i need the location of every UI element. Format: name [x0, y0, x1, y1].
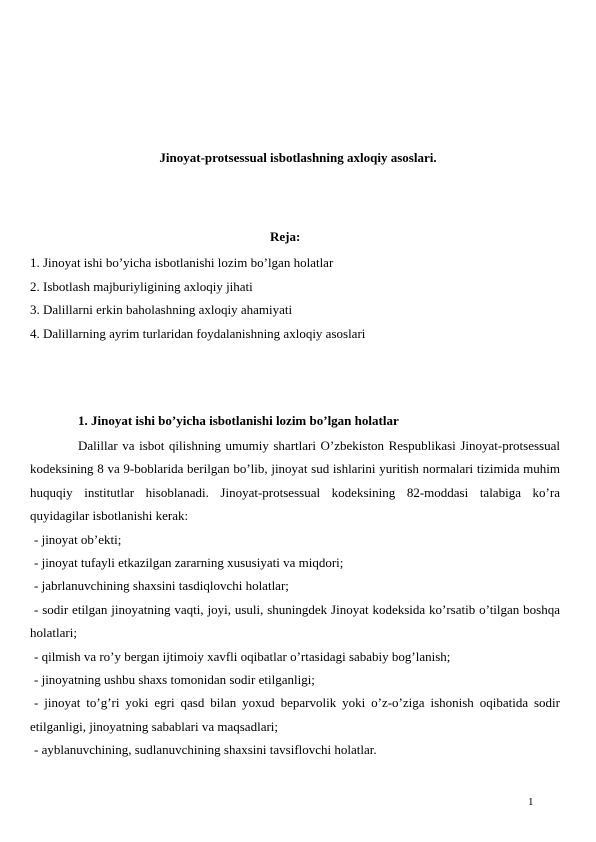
document-title: Jinoyat-protsessual isbotlashning axloqiy asoslari.: [159, 150, 437, 165]
plan-item: 4. Dalillarning ayrim turlaridan foydalanishning axloqiy asoslari: [30, 325, 366, 341]
section-body: [30, 434, 560, 762]
plan-item: 2. Isbotlash majburiyligining axloqiy jihati: [30, 278, 253, 294]
intro-paragraph: Dalillar va isbot qilishning umumiy shartlari O’zbekiston Respublikasi Jinoyat-protsessual kodeksining 8 va 9-boblarida berilgan bo’lib, jinoyat sud ishlarini yuritish normalari tizimida muhim huquqiy institutlar hisoblanadi. Jinoyat-protsessual kodeksining 82-moddasi talabiga ko’ra quyidagilar isbotlanishi kerak:: [30, 438, 560, 524]
bullet-item: - jinoyat tufayli etkazilgan zararning xususiyati va miqdori;: [34, 555, 344, 571]
page-number: 1: [528, 796, 534, 808]
plan-heading: Reja:: [270, 229, 301, 244]
bullet-item: - sodir etilgan jinoyatning vaqti, joyi, usuli, shuningdek Jinoyat kodeksida ko’rsatib o’tilgan boshqa holatlari;: [30, 601, 560, 641]
bullet-item: - qilmish va ro’y bergan ijtimoiy xavfli oqibatlar o’rtasidagi sababiy bog’lanish;: [34, 648, 451, 664]
bullet-item: - jinoyatning ushbu shaxs tomonidan sodir etilganligi;: [34, 672, 315, 688]
plan-item: 1. Jinoyat ishi bo’yicha isbotlanishi lozim bo’lgan holatlar: [30, 255, 334, 270]
bullet-item: - jabrlanuvchining shaxsini tasdiqlovchi holatlar;: [34, 578, 289, 594]
section-heading: 1. Jinoyat ishi bo’yicha isbotlanishi lozim bo’lgan holatlar: [78, 413, 399, 428]
plan-item: 3. Dalillarni erkin baholashning axloqiy ahamiyati: [30, 302, 293, 317]
plan-list: [30, 251, 365, 345]
bullet-item: - ayblanuvchining, sudlanuvchining shaxsini tavsiflovchi holatlar.: [34, 742, 377, 758]
bullet-item: - jinoyat to’g’ri yoki egri qasd bilan yoxud beparvolik yoki o’z-o’ziga ishonish oqibatida sodir etilganligi, jinoyatning sabablari va maqsadlari;: [30, 695, 560, 734]
bullet-item: - jinoyat ob’ekti;: [34, 531, 122, 547]
